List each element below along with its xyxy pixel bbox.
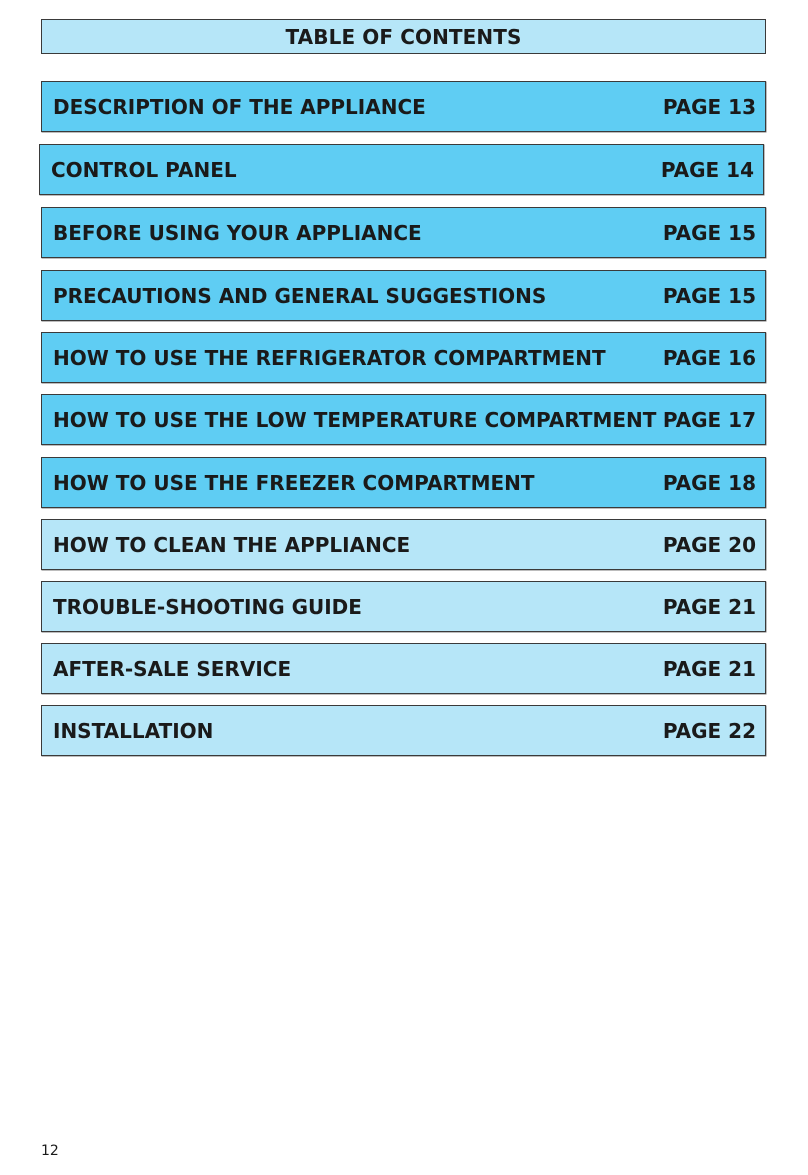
- toc-entry-page: PAGE 22: [662, 718, 756, 743]
- toc-entry-page: PAGE 21: [662, 656, 756, 681]
- toc-entry-before-using[interactable]: [41, 207, 766, 258]
- toc-entry-page: PAGE 15: [662, 220, 756, 245]
- toc-entry-page: PAGE 15: [662, 283, 756, 308]
- toc-entry-refrigerator[interactable]: [41, 332, 766, 383]
- toc-entry-label: TROUBLE-SHOOTING GUIDE: [53, 594, 362, 619]
- toc-entry-page: PAGE 13: [662, 94, 756, 119]
- toc-entry-page: PAGE 21: [662, 594, 756, 619]
- toc-entry-precautions[interactable]: [41, 270, 766, 321]
- toc-entry-label: DESCRIPTION OF THE APPLIANCE: [53, 94, 426, 119]
- toc-entry-page: PAGE 18: [662, 470, 756, 495]
- toc-entry-freezer[interactable]: [41, 457, 766, 508]
- toc-entry-label: INSTALLATION: [53, 718, 214, 743]
- toc-entry-label: AFTER-SALE SERVICE: [53, 656, 292, 681]
- toc-entry-control-panel[interactable]: [39, 144, 764, 195]
- toc-entry-description[interactable]: [41, 81, 766, 132]
- toc-entry-low-temperature[interactable]: [41, 394, 766, 445]
- toc-entry-installation[interactable]: [41, 705, 766, 756]
- toc-title: TABLE OF CONTENTS: [41, 19, 766, 54]
- toc-entry-page: PAGE 20: [662, 532, 756, 557]
- toc-entry-label: BEFORE USING YOUR APPLIANCE: [53, 220, 422, 245]
- toc-entry-label: HOW TO USE THE LOW TEMPERATURE COMPARTMENT: [53, 407, 657, 432]
- toc-entry-after-sale[interactable]: [41, 643, 766, 694]
- toc-entry-troubleshooting[interactable]: [41, 581, 766, 632]
- toc-entry-page: PAGE 16: [662, 345, 756, 370]
- toc-entry-page: PAGE 17: [662, 407, 756, 432]
- toc-entry-label: HOW TO USE THE REFRIGERATOR COMPARTMENT: [53, 345, 606, 370]
- toc-entry-page: PAGE 14: [660, 157, 754, 182]
- toc-entry-label: HOW TO CLEAN THE APPLIANCE: [53, 532, 411, 557]
- toc-entry-label: PRECAUTIONS AND GENERAL SUGGESTIONS: [53, 283, 547, 308]
- toc-entry-cleaning[interactable]: [41, 519, 766, 570]
- page-number: 12: [41, 1143, 59, 1159]
- toc-entry-label: CONTROL PANEL: [51, 157, 237, 182]
- toc-entry-label: HOW TO USE THE FREEZER COMPARTMENT: [53, 470, 535, 495]
